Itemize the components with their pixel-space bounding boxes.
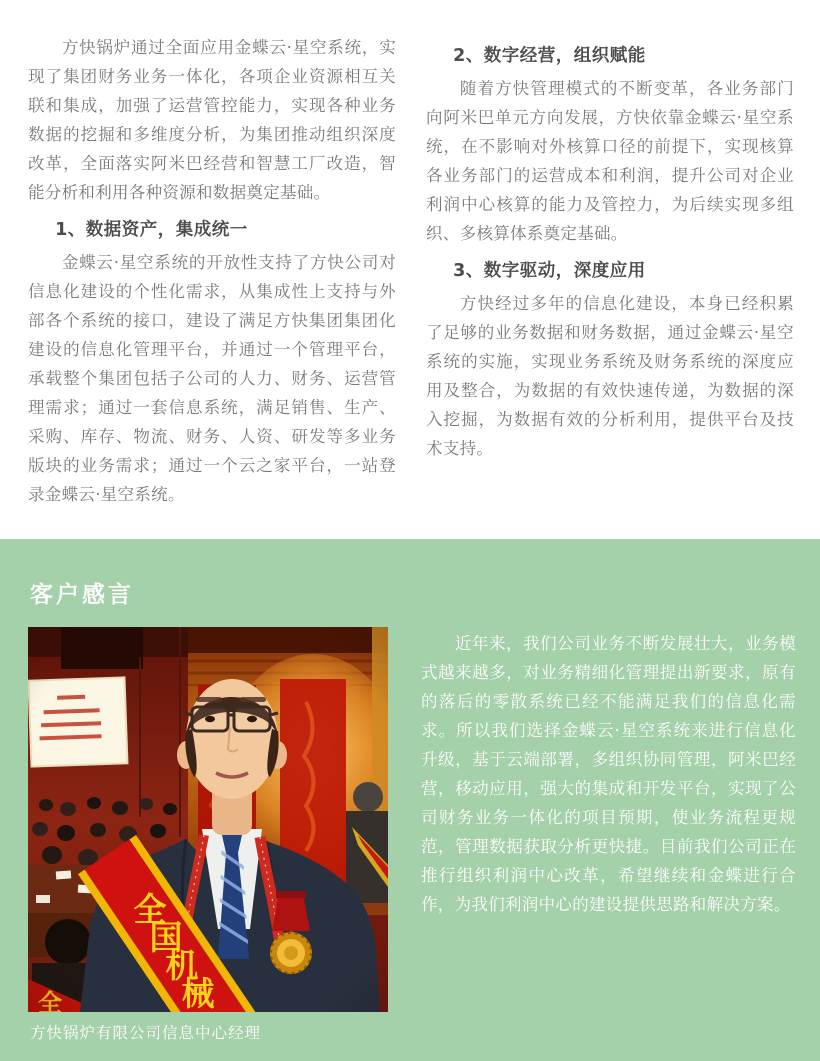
- testimonial-quote: 近年来，我们公司业务不断发展壮大，业务模式越来越多，对业务精细化管理提出新要求，原有的落后的零散系统已经不能满足我们的信息化需求。所以我们选择金蝶云·星空系统来进行信息化升级，基于云端部署，多组织协同管理，阿米巴经营，移动应用，强大的集成和开发平台，实现了公司财务业务一体化的项目预期，使业务流程更规范，管理数据获取分析更快捷。目前我们公司正在推行组织利润中心改革，希望继续和金蝶进行合作，为我们利润中心的建设提供思路和解决方案。: [421, 634, 796, 914]
- section-1-heading: 1、数据资产，集成统一: [55, 220, 248, 240]
- photo-column: [28, 627, 388, 1043]
- article-left-column: [28, 33, 396, 509]
- article-right-column: [426, 33, 794, 509]
- section-2-heading: 2、数字经营，组织赋能: [453, 46, 646, 66]
- section-2-body: 随着方快管理模式的不断变革，各业务部门向阿米巴单元方向发展，方快依靠金蝶云·星空系统，在不影响对外核算口径的前提下，实现核算各业务部门的运营成本和利润，提升公司对企业利润中心核算的能力及管控力，为后续实现多组织、多核算体系奠定基础。: [426, 79, 794, 243]
- testimonial-content: [0, 609, 820, 1043]
- quote-column: [421, 627, 796, 1043]
- section-1-body: 金蝶云·星空系统的开放性支持了方快公司对信息化建设的个性化需求，从集成性上支持与外部各个系统的接口，建设了满足方快集团集团化建设的信息化管理平台，并通过一个管理平台，承载整个集团包括子公司的人力、财务、运营管理需求；通过一套信息系统，满足销售、生产、采购、库存、物流、财务、人资、研发等多业务版块的业务需求；通过一个云之家平台，一站登录金蝶云·星空系统。: [28, 253, 396, 504]
- intro-paragraph: 方快锅炉通过全面应用金蝶云·星空系统，实现了集团财务业务一体化，各项企业资源相互关联和集成，加强了运营管控能力，实现各种业务数据的挖掘和多维度分析，为集团推动组织深度改革，全面落实阿米巴经营和智慧工厂改造，智能分析和利用各种资源和数据奠定基础。: [28, 38, 396, 202]
- customer-photo: [28, 627, 388, 1012]
- article: [0, 0, 820, 509]
- testimonial-heading: 客户感言: [30, 582, 134, 608]
- section-3-heading: 3、数字驱动，深度应用: [453, 261, 646, 281]
- testimonial-section: [0, 539, 820, 1061]
- photo-caption: 方快锅炉有限公司信息中心经理: [30, 1024, 262, 1042]
- section-3-body: 方快经过多年的信息化建设，本身已经积累了足够的业务数据和财务数据，通过金蝶云·星空系统的实施，实现业务系统及财务系统的深度应用及整合，为数据的有效快速传递，为数据的深入挖掘，为数据有效的分析利用，提供平台及技术支持。: [426, 294, 794, 458]
